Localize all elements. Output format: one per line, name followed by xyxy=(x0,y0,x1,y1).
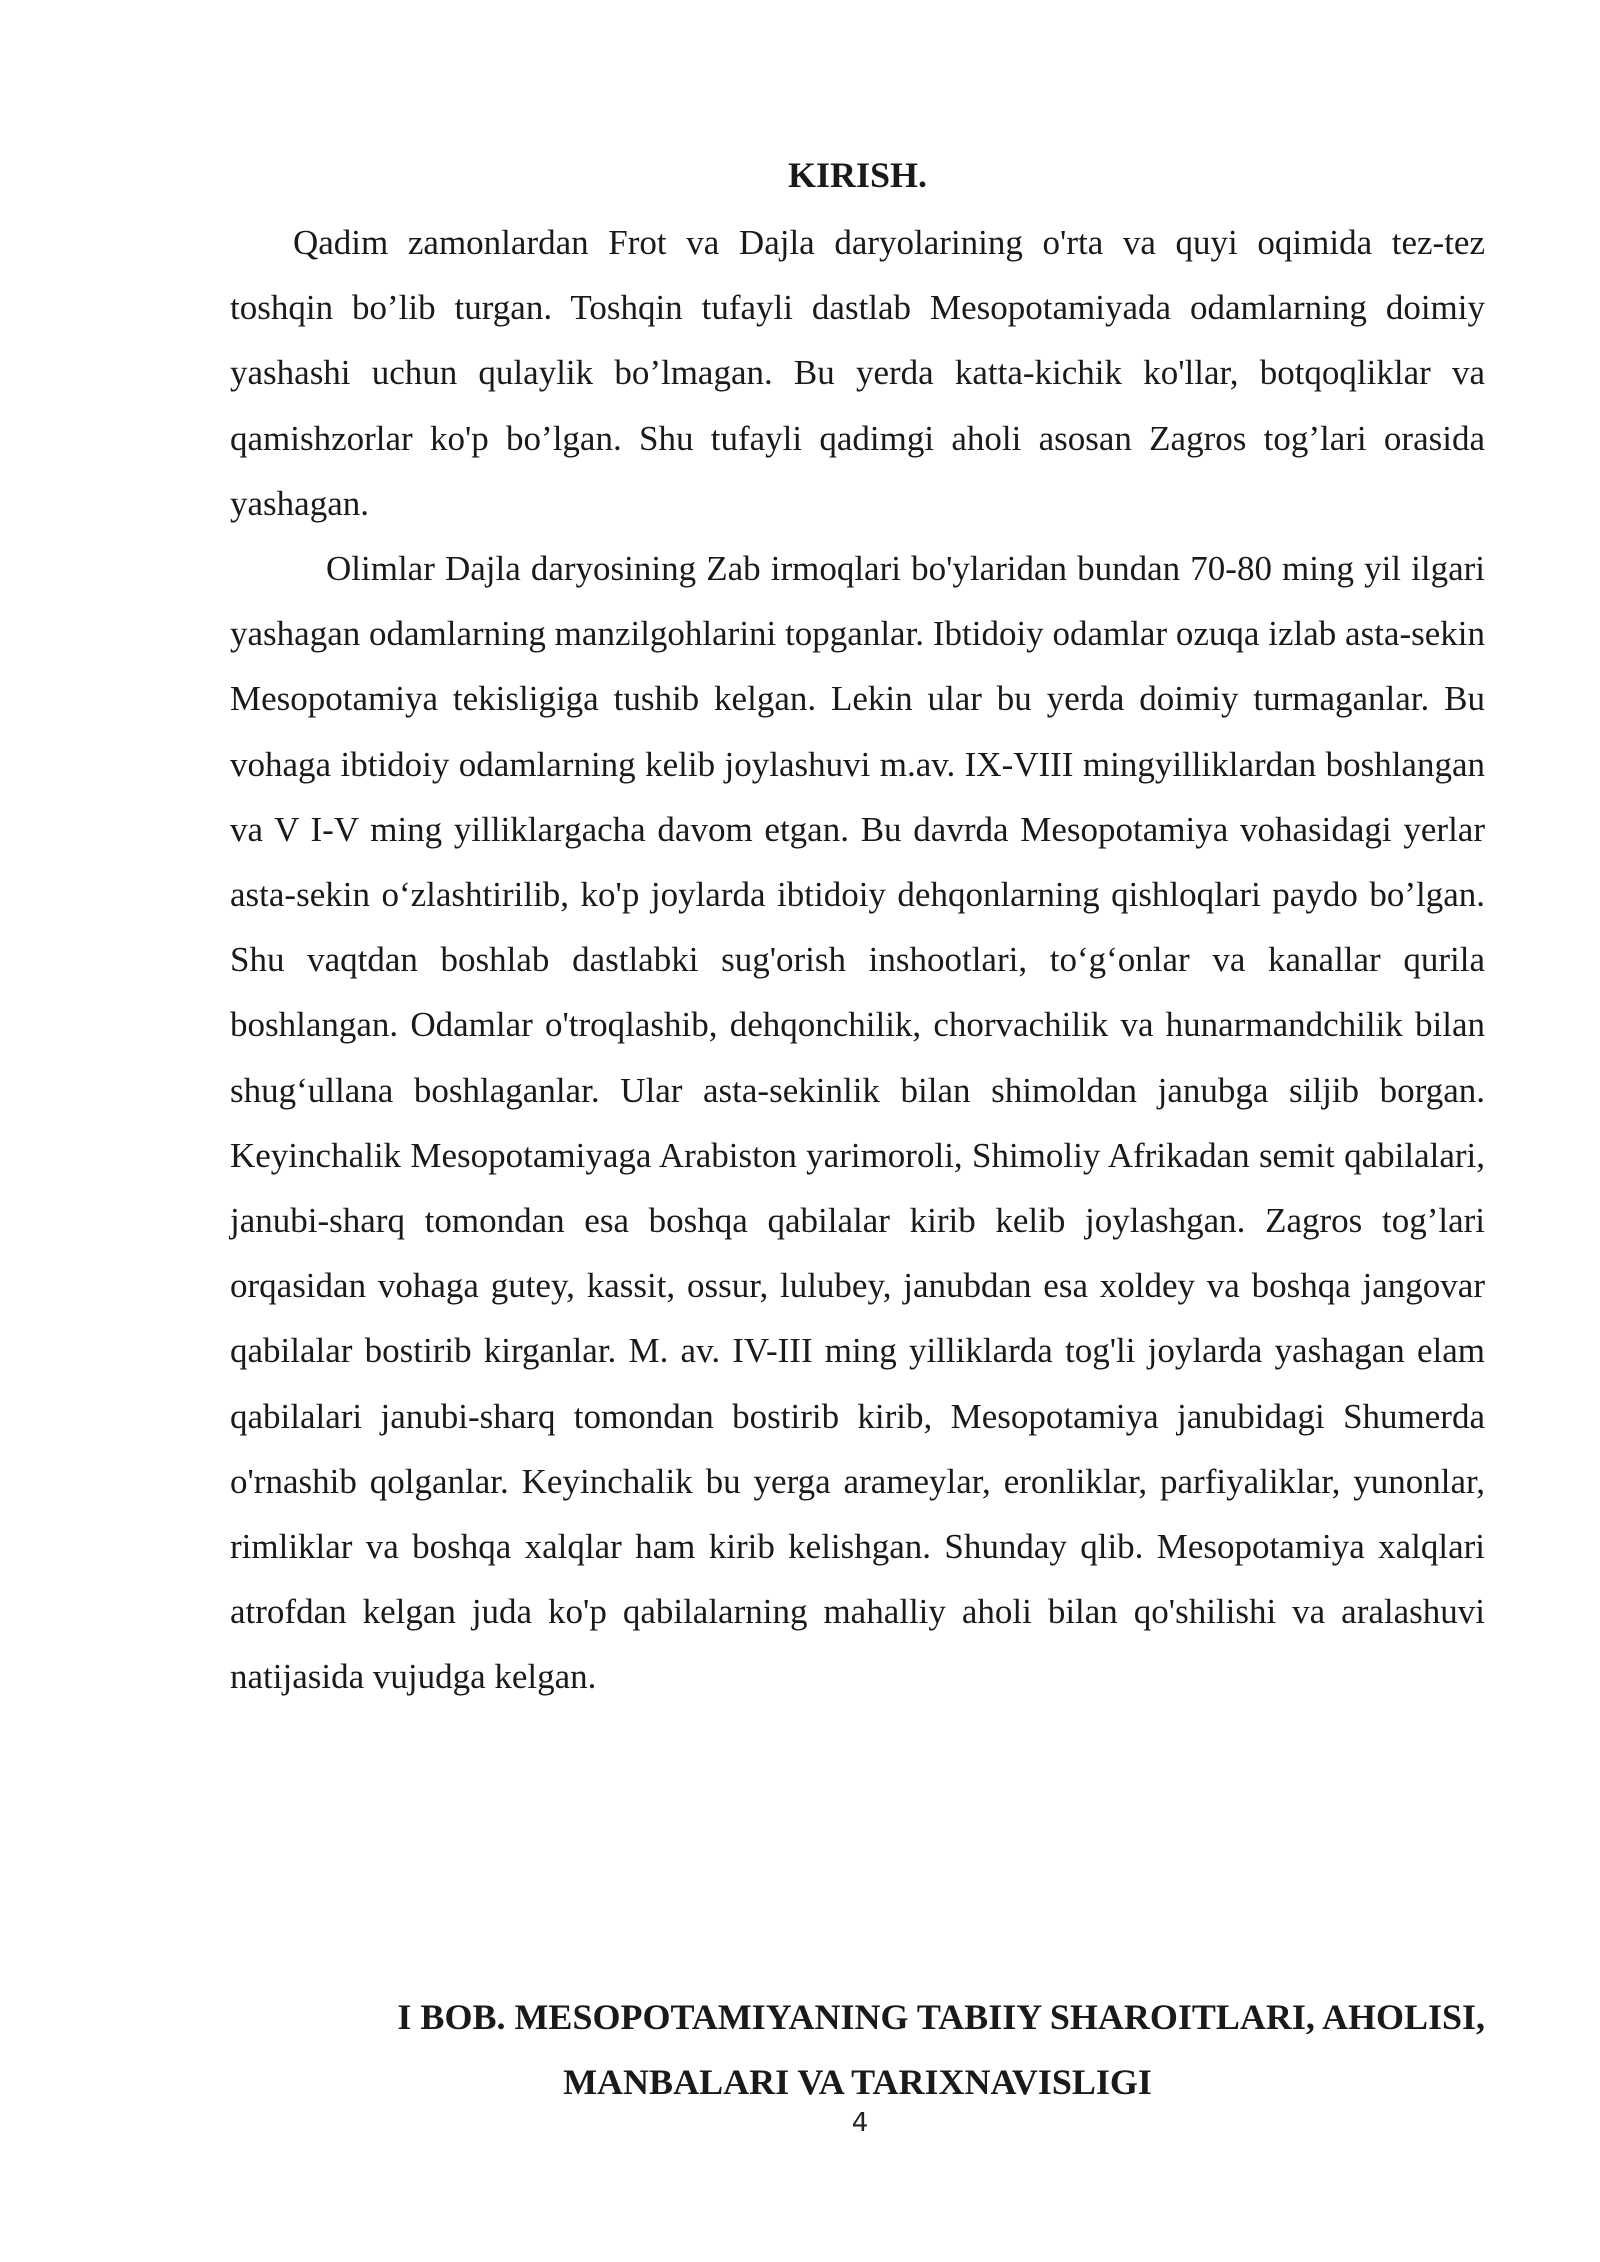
body-text xyxy=(230,210,1485,1710)
paragraph: Qadim zamonlardan Frot va Dajla daryolarining o'rta va quyi oqimida tez-tez toshqin bo’lib turgan. Toshqin tufayli dastlab Mesopotamiyada odamlarning doimiy yashashi uchun qulaylik bo’lmagan. Bu yerda katta-kichik ko'llar, botqoqliklar va qamishzorlar ko'p bo’lgan. Shu tufayli qadimgi aholi asosan Zagros tog’lari orasida yashagan. xyxy=(230,223,1485,523)
paragraph: Olimlar Dajla daryosining Zab irmoqlari bo'ylaridan bundan 70-80 ming yil ilgari yashagan odamlarning manzilgohlarini topganlar. Ibtidoiy odamlar ozuqa izlab asta-sekin Mesopotamiya tekisligiga tushib kelgan. Lekin ular bu yerda doimiy turmaganlar. Bu vohaga ibtidoiy odamlarning kelib joylashuvi m.av. IX-VIII mingyilliklardan boshlangan va V I-V ming yilliklargacha davom etgan. Bu davrda Mesopotamiya vohasidagi yerlar asta-sekin o‘zlashtirilib, ko'p joylarda ibtidoiy dehqonlarning qishloqlari paydo bo’lgan. Shu vaqtdan boshlab dastlabki sug'orish inshootlari, to‘g‘onlar va kanallar qurila boshlangan. Odamlar o'troqlashib, dehqonchilik, chorvachilik va hunarmandchilik bilan shug‘ullana boshlaganlar. Ular asta-sekinlik bilan shimoldan janubga siljib borgan. Keyinchalik Mesopotamiyaga Arabiston yarimoroli, Shimoliy Afrikadan semit qabilalari, janubi-sharq tomondan esa boshqa qabilalar kirib kelib joylashgan. Zagros tog’lari orqasidan vohaga gutey, kassit, ossur, lulubey, janubdan esa xoldey va boshqa jangovar qabilalar bostirib kirganlar. M. av. IV-III ming yilliklarda tog'li joylarda yashagan elam qabilalari janubi-sharq tomondan bostirib kirib, Mesopotamiya janubidagi Shumerda o'rnashib qolganlar. Keyinchalik bu yerga arameylar, eronliklar, parfiyaliklar, yunonlar, rimliklar va boshqa xalqlar ham kirib kelishgan. Shunday qlib. Mesopotamiya xalqlari atrofdan kelgan juda ko'p qabilalarning mahalliy aholi bilan qo'shilishi va aralashuvi natijasida vujudga kelgan. xyxy=(230,549,1485,1697)
section-heading: KIRISH. xyxy=(787,155,928,195)
page-number: 4 xyxy=(851,2108,869,2138)
chapter-title xyxy=(230,1985,1485,2115)
chapter-title-line: I BOB. MESOPOTAMIYANING TABIIY SHAROITLARI, AHOLISI, xyxy=(397,1997,1485,2037)
chapter-title-line: MANBALARI VA TARIXNAVISLIGI xyxy=(563,2062,1152,2102)
